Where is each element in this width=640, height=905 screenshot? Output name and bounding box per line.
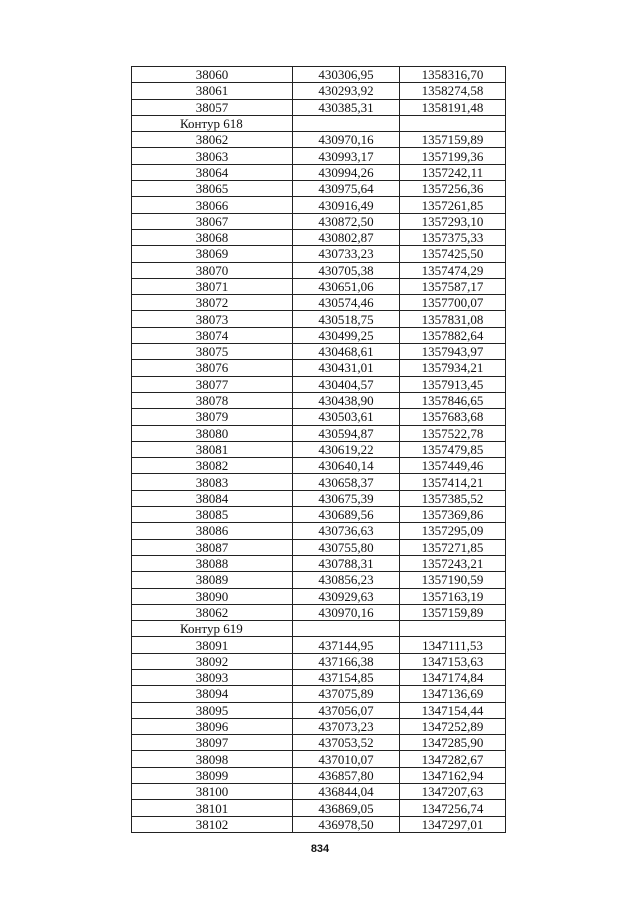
table-row [132,751,506,767]
table-row [132,718,506,734]
x-coordinate-cell: 430438,90 [293,392,400,408]
y-coordinate-cell: 1357369,86 [400,507,506,523]
point-id-cell: 38061 [132,83,293,99]
table-row [132,800,506,816]
table-row [132,816,506,832]
table-row [132,653,506,669]
x-coordinate-cell: 430404,57 [293,376,400,392]
table-row [132,229,506,245]
table-row [132,588,506,604]
x-coordinate-cell: 430856,23 [293,572,400,588]
y-coordinate-cell: 1357943,97 [400,344,506,360]
y-coordinate-cell: 1358274,58 [400,83,506,99]
x-coordinate-cell: 430802,87 [293,229,400,245]
point-id-cell: 38077 [132,376,293,392]
table-row [132,67,506,83]
x-coordinate-cell: 430658,37 [293,474,400,490]
point-id-cell: 38068 [132,229,293,245]
table-row [132,409,506,425]
point-id-cell: 38076 [132,360,293,376]
point-id-cell: 38070 [132,262,293,278]
table-row [132,246,506,262]
table-row [132,262,506,278]
x-coordinate-cell: 430733,23 [293,246,400,262]
table-row [132,360,506,376]
point-id-cell: 38089 [132,572,293,588]
y-coordinate-cell: 1357449,46 [400,458,506,474]
y-coordinate-cell: 1357700,07 [400,295,506,311]
y-coordinate-cell: 1357256,36 [400,181,506,197]
y-coordinate-cell: 1357293,10 [400,213,506,229]
table-row [132,735,506,751]
point-id-cell: 38102 [132,816,293,832]
point-id-cell: 38072 [132,295,293,311]
y-coordinate-cell: 1357295,09 [400,523,506,539]
point-id-cell: 38098 [132,751,293,767]
y-coordinate-cell: 1357683,68 [400,409,506,425]
x-coordinate-cell: 430574,46 [293,295,400,311]
point-id-cell: 38064 [132,164,293,180]
x-coordinate-cell: 430689,56 [293,507,400,523]
x-coordinate-cell: 430306,95 [293,67,400,83]
y-coordinate-cell: 1347111,53 [400,637,506,653]
x-coordinate-cell: 430755,80 [293,539,400,555]
contour-header-row [132,115,506,131]
x-coordinate-cell: 430499,25 [293,327,400,343]
table-row [132,181,506,197]
point-id-cell: 38078 [132,392,293,408]
coordinates-table [131,66,506,833]
point-id-cell: 38085 [132,507,293,523]
point-id-cell: 38093 [132,669,293,685]
x-coordinate-cell: 437010,07 [293,751,400,767]
point-id-cell: 38101 [132,800,293,816]
point-id-cell: 38083 [132,474,293,490]
point-id-cell: 38074 [132,327,293,343]
x-coordinate-cell: 430916,49 [293,197,400,213]
y-coordinate-cell: 1347252,89 [400,718,506,734]
y-coordinate-cell: 1358316,70 [400,67,506,83]
table-row [132,132,506,148]
table-row [132,441,506,457]
y-coordinate-cell: 1357522,78 [400,425,506,441]
y-coordinate-cell: 1357479,85 [400,441,506,457]
y-coordinate-cell: 1357261,85 [400,197,506,213]
coordinates-table-body [132,67,506,833]
point-id-cell: 38090 [132,588,293,604]
x-coordinate-cell: 430640,14 [293,458,400,474]
point-id-cell: 38066 [132,197,293,213]
y-coordinate-cell: 1357882,64 [400,327,506,343]
x-coordinate-cell: 430872,50 [293,213,400,229]
y-coordinate-cell: 1347285,90 [400,735,506,751]
point-id-cell: 38067 [132,213,293,229]
y-coordinate-cell: 1358191,48 [400,99,506,115]
table-row [132,197,506,213]
table-row [132,295,506,311]
x-coordinate-cell: 436844,04 [293,784,400,800]
y-coordinate-cell: 1357243,21 [400,555,506,571]
x-coordinate-cell: 437053,52 [293,735,400,751]
x-coordinate-cell: 430503,61 [293,409,400,425]
point-id-cell: 38060 [132,67,293,83]
y-coordinate-cell: 1347256,74 [400,800,506,816]
table-row [132,458,506,474]
x-coordinate-cell: 437166,38 [293,653,400,669]
x-coordinate-cell: 430293,92 [293,83,400,99]
page-number: 834 [310,843,330,855]
x-coordinate-cell: 430736,63 [293,523,400,539]
x-coordinate-cell: 430619,22 [293,441,400,457]
y-coordinate-cell: 1357587,17 [400,278,506,294]
point-id-cell: 38095 [132,702,293,718]
x-coordinate-cell: 430468,61 [293,344,400,360]
table-row [132,344,506,360]
table-row [132,507,506,523]
point-id-cell: 38079 [132,409,293,425]
x-coordinate-cell: 430518,75 [293,311,400,327]
point-id-cell: 38084 [132,490,293,506]
x-coordinate-cell: 430993,17 [293,148,400,164]
point-id-cell: 38099 [132,767,293,783]
x-coordinate-cell: 430431,01 [293,360,400,376]
x-coordinate-cell: 430651,06 [293,278,400,294]
y-coordinate-cell [400,115,506,131]
y-coordinate-cell: 1347297,01 [400,816,506,832]
x-coordinate-cell: 430929,63 [293,588,400,604]
table-row [132,490,506,506]
y-coordinate-cell: 1347162,94 [400,767,506,783]
point-id-cell: 38082 [132,458,293,474]
x-coordinate-cell: 436978,50 [293,816,400,832]
point-id-cell: 38086 [132,523,293,539]
table-row [132,702,506,718]
x-coordinate-cell: 436857,80 [293,767,400,783]
x-coordinate-cell: 430675,39 [293,490,400,506]
table-row [132,637,506,653]
point-id-cell: 38096 [132,718,293,734]
y-coordinate-cell: 1357163,19 [400,588,506,604]
y-coordinate-cell: 1357190,59 [400,572,506,588]
point-id-cell: 38100 [132,784,293,800]
contour-header-row [132,621,506,637]
x-coordinate-cell: 430788,31 [293,555,400,571]
table-row [132,572,506,588]
table-row [132,539,506,555]
table-row [132,148,506,164]
y-coordinate-cell: 1357159,89 [400,132,506,148]
point-id-cell: 38075 [132,344,293,360]
point-id-cell: 38091 [132,637,293,653]
y-coordinate-cell: 1357385,52 [400,490,506,506]
y-coordinate-cell: 1347136,69 [400,686,506,702]
table-row [132,327,506,343]
y-coordinate-cell: 1357159,89 [400,604,506,620]
point-id-cell: 38087 [132,539,293,555]
table-row [132,392,506,408]
x-coordinate-cell: 430975,64 [293,181,400,197]
y-coordinate-cell: 1357242,11 [400,164,506,180]
table-row [132,686,506,702]
x-coordinate-cell: 430385,31 [293,99,400,115]
table-row [132,164,506,180]
table-row [132,213,506,229]
point-id-cell: 38073 [132,311,293,327]
y-coordinate-cell: 1357913,45 [400,376,506,392]
y-coordinate-cell [400,621,506,637]
point-id-cell: 38065 [132,181,293,197]
table-row [132,523,506,539]
y-coordinate-cell: 1357474,29 [400,262,506,278]
x-coordinate-cell: 436869,05 [293,800,400,816]
y-coordinate-cell: 1357271,85 [400,539,506,555]
x-coordinate-cell: 437056,07 [293,702,400,718]
x-coordinate-cell [293,115,400,131]
point-id-cell: 38081 [132,441,293,457]
x-coordinate-cell: 430970,16 [293,132,400,148]
contour-label-cell: Контур 619 [132,621,293,637]
table-row [132,784,506,800]
x-coordinate-cell: 437073,23 [293,718,400,734]
x-coordinate-cell: 437075,89 [293,686,400,702]
table-row [132,767,506,783]
y-coordinate-cell: 1357934,21 [400,360,506,376]
x-coordinate-cell: 430594,87 [293,425,400,441]
x-coordinate-cell: 430994,26 [293,164,400,180]
table-row [132,376,506,392]
x-coordinate-cell: 430970,16 [293,604,400,620]
table-row [132,311,506,327]
point-id-cell: 38069 [132,246,293,262]
x-coordinate-cell: 437154,85 [293,669,400,685]
table-row [132,425,506,441]
table-row [132,278,506,294]
point-id-cell: 38057 [132,99,293,115]
x-coordinate-cell [293,621,400,637]
contour-label-cell: Контур 618 [132,115,293,131]
table-row [132,83,506,99]
y-coordinate-cell: 1357846,65 [400,392,506,408]
point-id-cell: 38063 [132,148,293,164]
table-row [132,555,506,571]
point-id-cell: 38080 [132,425,293,441]
y-coordinate-cell: 1357425,50 [400,246,506,262]
point-id-cell: 38062 [132,604,293,620]
y-coordinate-cell: 1357199,36 [400,148,506,164]
point-id-cell: 38097 [132,735,293,751]
table-row [132,474,506,490]
x-coordinate-cell: 430705,38 [293,262,400,278]
x-coordinate-cell: 437144,95 [293,637,400,653]
point-id-cell: 38062 [132,132,293,148]
y-coordinate-cell: 1347207,63 [400,784,506,800]
y-coordinate-cell: 1347153,63 [400,653,506,669]
point-id-cell: 38092 [132,653,293,669]
y-coordinate-cell: 1357375,33 [400,229,506,245]
y-coordinate-cell: 1347154,44 [400,702,506,718]
y-coordinate-cell: 1347282,67 [400,751,506,767]
table-row [132,604,506,620]
table-row [132,669,506,685]
y-coordinate-cell: 1347174,84 [400,669,506,685]
table-row [132,99,506,115]
y-coordinate-cell: 1357414,21 [400,474,506,490]
y-coordinate-cell: 1357831,08 [400,311,506,327]
point-id-cell: 38088 [132,555,293,571]
point-id-cell: 38094 [132,686,293,702]
point-id-cell: 38071 [132,278,293,294]
